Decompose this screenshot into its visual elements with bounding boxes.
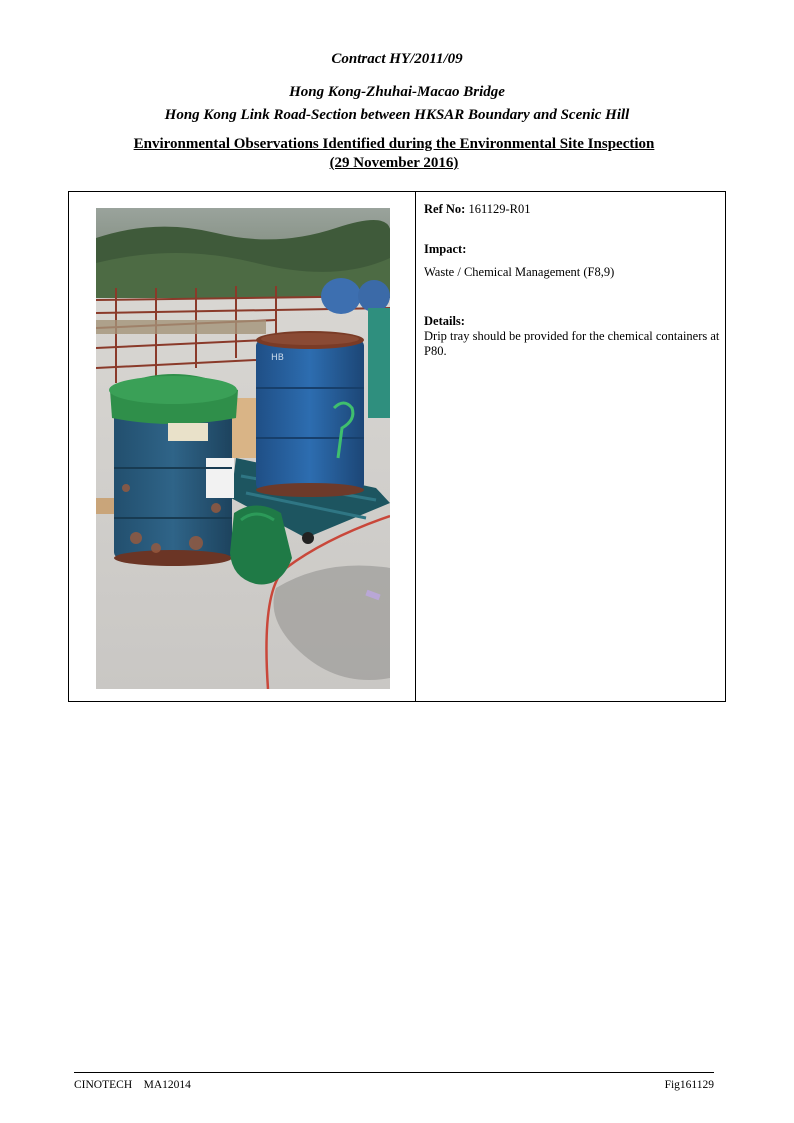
project-title-line2: Hong Kong Link Road-Section between HKSAR Boundary and Scenic Hill bbox=[164, 107, 630, 123]
details-value: Drip tray should be provided for the chemical containers at P80. bbox=[424, 329, 720, 358]
inspection-date: (29 November 2016) bbox=[329, 155, 459, 171]
footer-company bbox=[74, 1079, 191, 1091]
impact-label: Impact: bbox=[424, 242, 467, 256]
figure-number: Fig161129 bbox=[664, 1079, 714, 1091]
details-label: Details: bbox=[424, 314, 465, 328]
document-code: MA12014 bbox=[143, 1079, 191, 1091]
svg-text:HB: HB bbox=[271, 353, 284, 363]
footer-rule bbox=[74, 1072, 714, 1073]
contract-number: Contract HY/2011/09 bbox=[331, 51, 463, 67]
reference-number bbox=[424, 202, 530, 217]
table-divider bbox=[415, 192, 416, 701]
site-photo bbox=[96, 208, 390, 689]
company-name: CINOTECH bbox=[74, 1079, 133, 1091]
project-title-line1: Hong Kong-Zhuhai-Macao Bridge bbox=[289, 84, 505, 100]
ref-label: Ref No: bbox=[424, 202, 466, 216]
ref-value: 161129-R01 bbox=[468, 202, 531, 216]
impact-value: Waste / Chemical Management (F8,9) bbox=[424, 265, 615, 279]
section-heading: Environmental Observations Identified during the Environmental Site Inspection bbox=[133, 136, 655, 152]
observation-table bbox=[68, 191, 726, 702]
